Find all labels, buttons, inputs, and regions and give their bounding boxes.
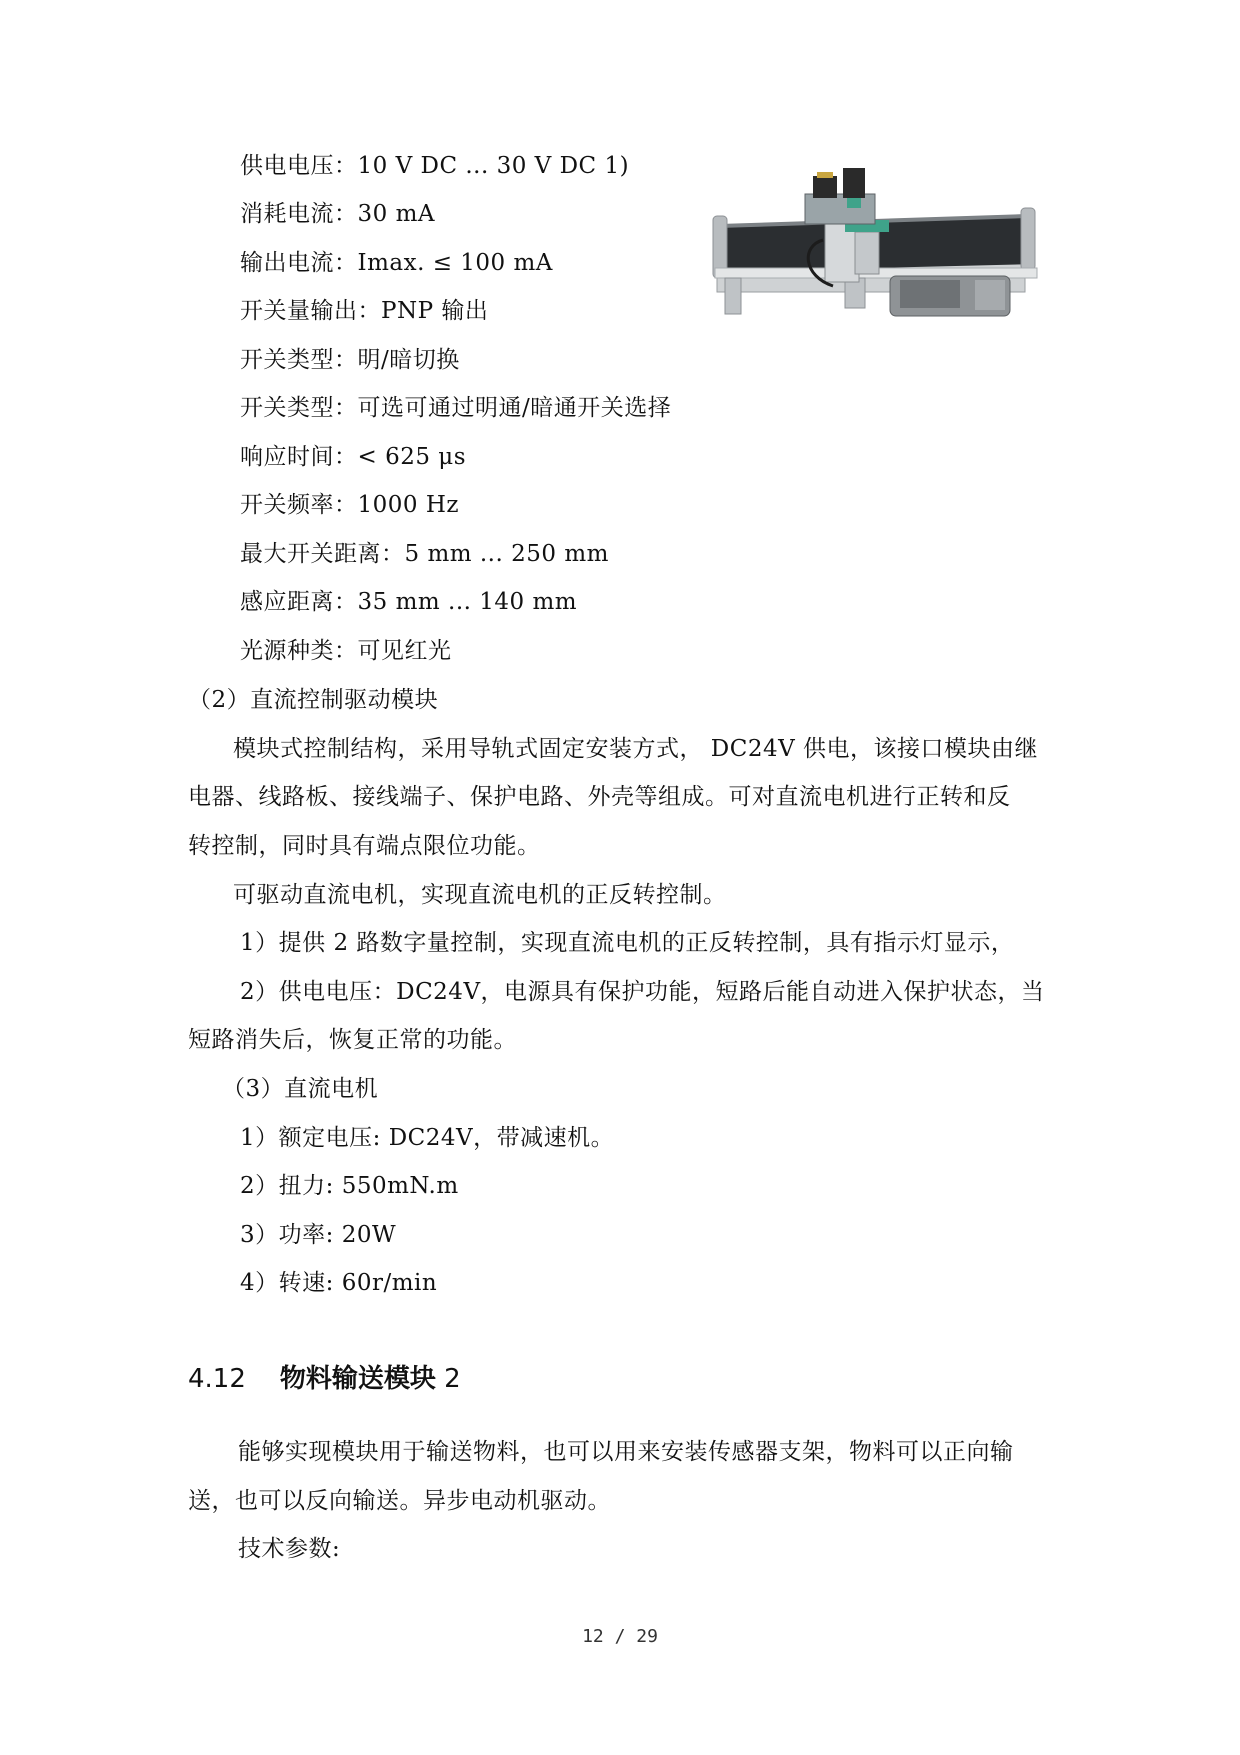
conveyor-module-photo [705, 168, 1045, 330]
spec-supply-voltage: 供电电压：10 V DC ... 30 V DC 1) [240, 153, 630, 179]
spec-light-source: 光源种类：可见红光 [240, 638, 452, 664]
list-item: 3）功率: 20W [240, 1222, 397, 1248]
heading-title: 物料输送模块 [279, 1364, 436, 1394]
spec-output-current: 输出电流：Imax. ≤ 100 mA [240, 250, 553, 276]
spec-switch-output: 开关量输出：PNP 输出 [240, 298, 489, 324]
tech-params-label: 技术参数: [238, 1536, 341, 1562]
heading-suffix: 2 [444, 1364, 461, 1394]
spec-max-switch-distance: 最大开关距离：5 mm ... 250 mm [240, 541, 609, 567]
paragraph-line: 送，也可以反向输送。异步电动机驱动。 [188, 1488, 611, 1514]
heading-number: 4.12 [188, 1364, 246, 1394]
spec-switch-type-select: 开关类型：可选可通过明通/暗通开关选择 [240, 395, 672, 421]
paragraph-line: 电器、线路板、接线端子、保护电路、外壳等组成。可对直流电机进行正转和反 [188, 784, 1011, 810]
paragraph-line: 转控制，同时具有端点限位功能。 [188, 833, 541, 859]
spec-switch-frequency: 开关频率：1000 Hz [240, 492, 460, 518]
paragraph-line: 可驱动直流电机，实现直流电机的正反转控制。 [233, 882, 727, 908]
page-number: 12 / 29 [582, 1626, 658, 1647]
spec-current-consumption: 消耗电流：30 mA [240, 201, 435, 227]
paragraph-line: 模块式控制结构，采用导轨式固定安装方式， DC24V 供电，该接口模块由继 [233, 736, 1039, 762]
list-item: 4）转速: 60r/min [240, 1270, 438, 1296]
spec-response-time: 响应时间：< 625 μs [240, 444, 467, 470]
list-item: 1）提供 2 路数字量控制，实现直流电机的正反转控制，具有指示灯显示， [240, 930, 1015, 956]
paragraph-line: 能够实现模块用于输送物料，也可以用来安装传感器支架，物料可以正向输 [238, 1439, 1014, 1465]
list-item: 2）扭力: 550mN.m [240, 1173, 459, 1199]
list-item: 2）供电电压：DC24V，电源具有保护功能，短路后能自动进入保护状态，当 [240, 979, 1045, 1005]
spec-sensing-distance: 感应距离：35 mm ... 140 mm [240, 589, 578, 615]
section-title-dc-drive: （2）直流控制驱动模块 [188, 687, 439, 713]
section-heading [188, 1362, 461, 1396]
section-title-dc-motor: （3）直流电机 [222, 1076, 379, 1102]
list-item-continuation: 短路消失后，恢复正常的功能。 [188, 1027, 517, 1053]
spec-switch-type: 开关类型：明/暗切换 [240, 347, 460, 373]
list-item: 1）额定电压: DC24V，带减速机。 [240, 1125, 615, 1151]
